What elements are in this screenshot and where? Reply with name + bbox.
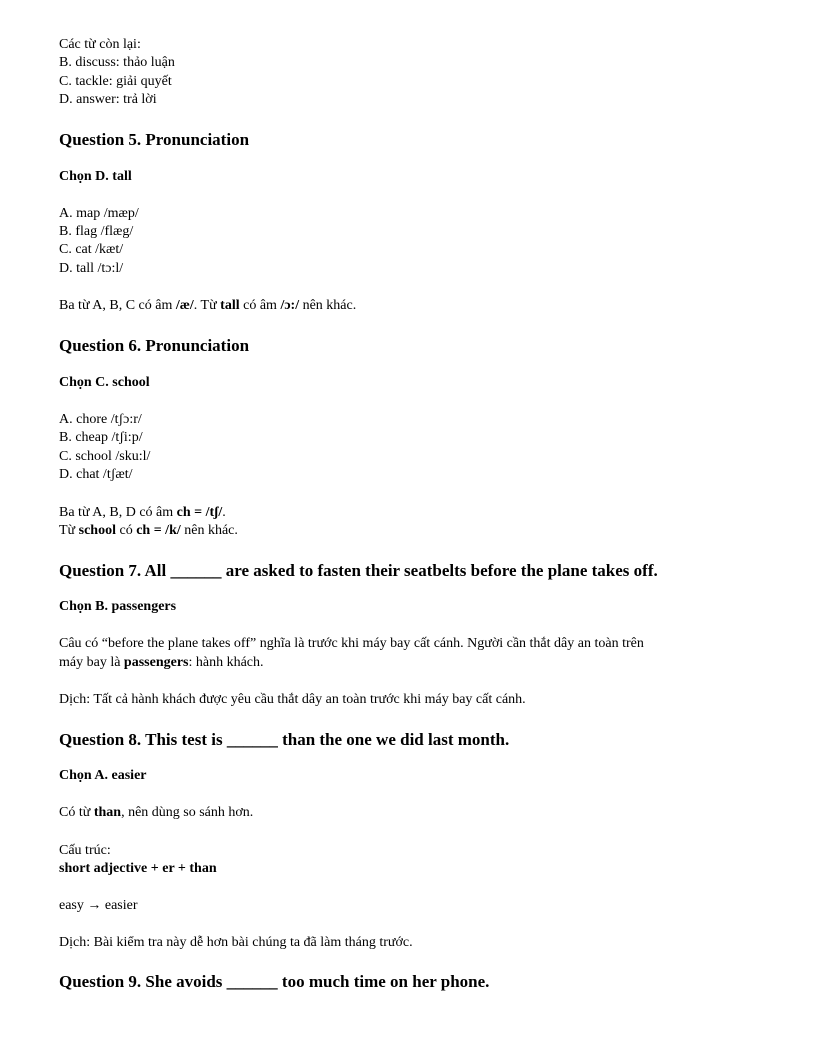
q5-option-b: B. flag /flæg/: [59, 224, 134, 239]
q6-explanation-1: Ba từ A, B, D có âm ch = /tʃ/.: [59, 505, 226, 520]
q7-translation: Dịch: Tất cả hành khách được yêu cầu thắt dây an toàn trước khi máy bay cất cánh.: [59, 692, 526, 707]
q5-explanation: Ba từ A, B, C có âm /æ/. Từ tall có âm /ɔ:/ nên khác.: [59, 298, 357, 313]
q8-structure: short adjective + er + than: [59, 861, 217, 876]
q6-explanation-2: Từ school có ch = /k/ nên khác.: [59, 523, 238, 538]
q7-explanation-line-1: Câu có “before the plane takes off” nghĩa là trước khi máy bay cất cánh. Người cần thắt dây an toàn trên: [59, 636, 644, 651]
q7-heading: Question 7. All ______ are asked to fasten their seatbelts before the plane takes off.: [59, 561, 658, 580]
q5-heading: Question 5. Pronunciation: [59, 130, 250, 149]
q6-answer: Chọn C. school: [59, 375, 150, 390]
q6-option-d: D. chat /tʃæt/: [59, 467, 133, 482]
q7-explanation-line-2: máy bay là passengers: hành khách.: [59, 655, 264, 670]
q5-option-d: D. tall /tɔ:l/: [59, 261, 124, 276]
q8-heading: Question 8. This test is ______ than the one we did last month.: [59, 730, 510, 749]
q6-option-c: C. school /sku:l/: [59, 449, 151, 464]
q4-others-title: Các từ còn lại:: [59, 37, 141, 52]
q4-option-d: D. answer: trả lời: [59, 92, 157, 107]
q6-heading: Question 6. Pronunciation: [59, 336, 250, 355]
q8-answer: Chọn A. easier: [59, 768, 147, 783]
q5-option-a: A. map /mæp/: [59, 206, 139, 221]
q9-heading: Question 9. She avoids ______ too much time on her phone.: [59, 972, 490, 991]
q8-structure-label: Cấu trúc:: [59, 843, 111, 858]
q7-answer: Chọn B. passengers: [59, 599, 177, 614]
q6-option-b: B. cheap /tʃi:p/: [59, 430, 143, 445]
q8-translation: Dịch: Bài kiểm tra này dễ hơn bài chúng ta đã làm tháng trước.: [59, 935, 413, 950]
q4-option-c: C. tackle: giải quyết: [59, 74, 172, 89]
q5-answer: Chọn D. tall: [59, 169, 132, 184]
q8-explanation: Có từ than, nên dùng so sánh hơn.: [59, 805, 254, 820]
q6-option-a: A. chore /tʃɔ:r/: [59, 412, 142, 427]
q8-transform: easy → easier: [59, 898, 138, 913]
q4-option-b: B. discuss: thảo luận: [59, 55, 175, 70]
q5-option-c: C. cat /kæt/: [59, 242, 124, 257]
